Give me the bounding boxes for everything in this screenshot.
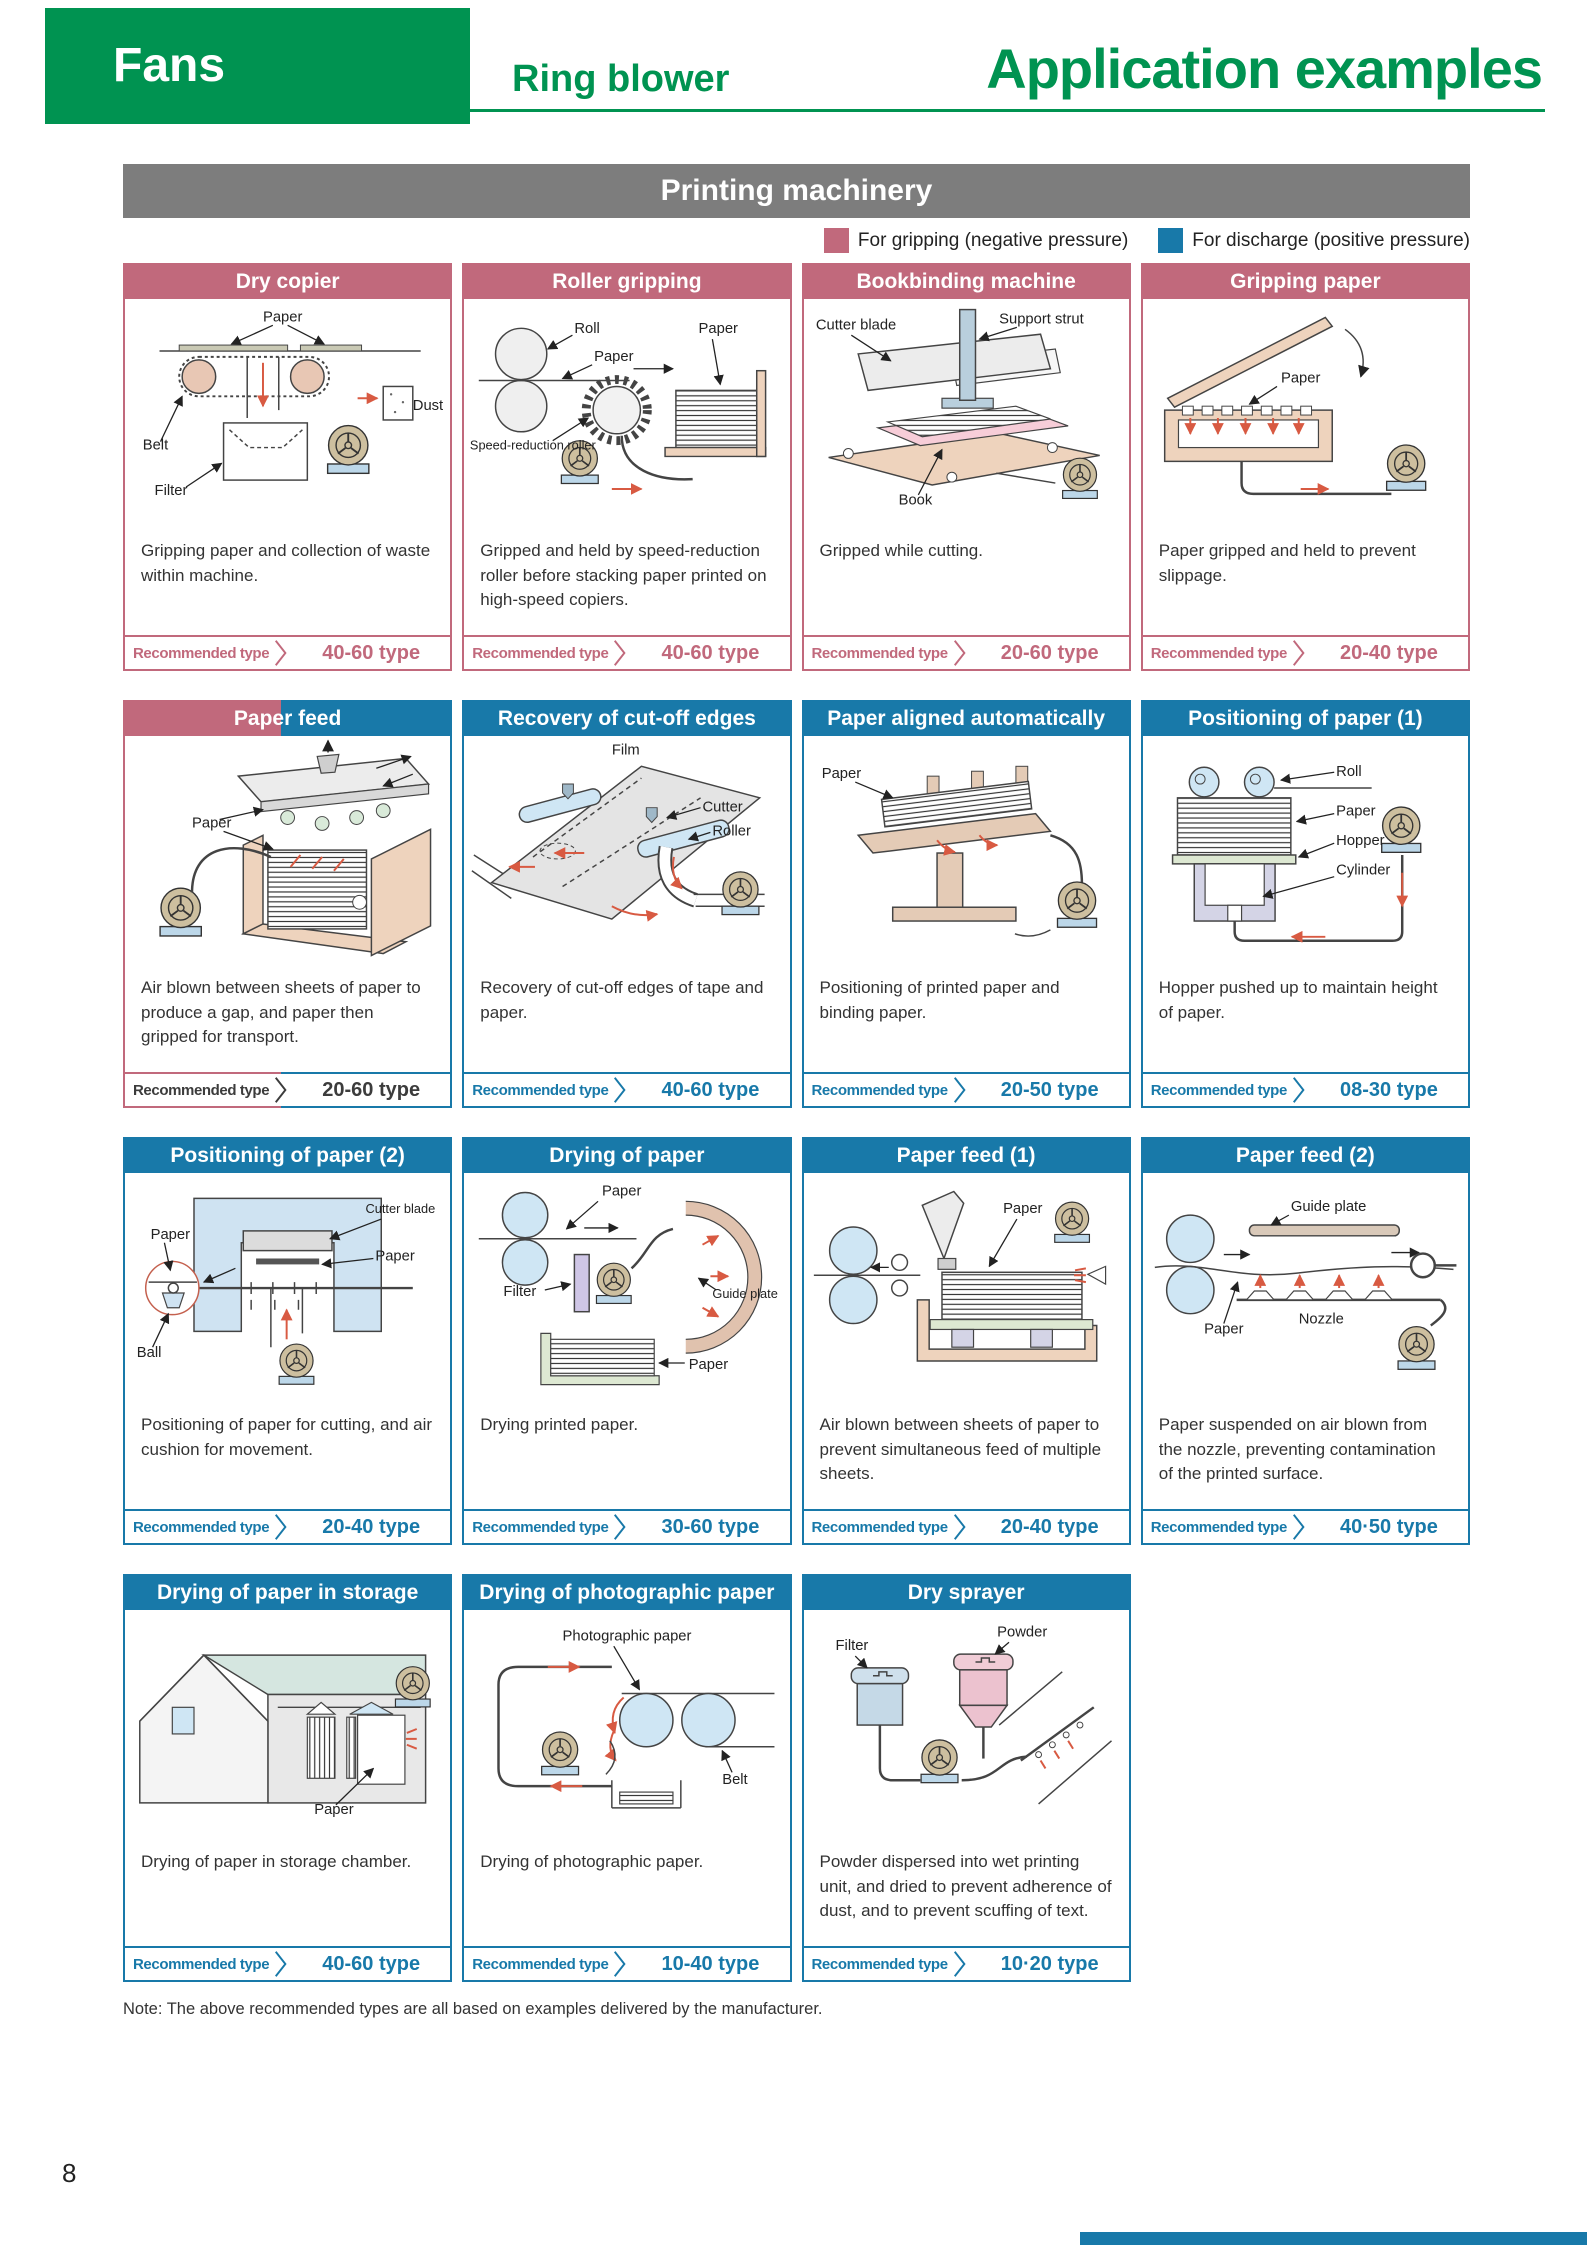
chevron-right-icon	[274, 1513, 288, 1541]
diagram-label: Guide plate	[1290, 1199, 1367, 1216]
blower-icon	[160, 888, 201, 936]
chevron-right-icon	[953, 1950, 967, 1978]
card-title: Paper feed	[125, 702, 450, 736]
recommended-type-row	[125, 1946, 450, 1980]
card-description: Gripped while cutting.	[819, 541, 983, 560]
chevron-right-icon	[274, 1950, 288, 1978]
recommended-type-label: Recommended type	[472, 1081, 609, 1099]
card-roller-gripping	[462, 263, 791, 671]
card-illustration	[804, 736, 1129, 974]
blower-icon	[542, 1732, 579, 1775]
card-gripping-paper	[1141, 263, 1470, 671]
card-title: Dry copier	[125, 265, 450, 299]
chevron-right-icon	[613, 1076, 627, 1104]
recommended-type-value: 40-60 type	[322, 641, 421, 664]
recommended-type-value: 40-60 type	[322, 1952, 421, 1975]
chevron-right-icon	[953, 1513, 967, 1541]
diagram-label: Film	[612, 742, 640, 759]
chevron-right-icon	[613, 1513, 627, 1541]
card-title: Dry sprayer	[804, 1576, 1129, 1610]
blower-icon	[921, 1740, 958, 1783]
card-illustration	[804, 1610, 1129, 1848]
recommended-type-row	[804, 1509, 1129, 1543]
blower-icon	[1054, 1202, 1089, 1242]
card-description: Drying of paper in storage chamber.	[141, 1852, 412, 1871]
recommended-type-value: 20-40 type	[1340, 641, 1438, 664]
diagram-label: Photographic paper	[562, 1628, 692, 1645]
card-title: Drying of photographic paper	[464, 1576, 789, 1610]
diagram-gripping-paper	[1143, 299, 1468, 537]
diagram-label: Paper	[314, 1801, 354, 1818]
recommended-type-row	[1143, 1072, 1468, 1106]
recommended-type-row	[464, 1946, 789, 1980]
recommended-type-label: Recommended type	[1150, 1081, 1287, 1099]
card-description: Positioning of paper for cutting, and air cushion for movement.	[141, 1415, 433, 1459]
card-description: Air blown between sheets of paper to produce a gap, and paper then gripped for transport.	[141, 978, 421, 1047]
card-description: Gripping paper and collection of waste within machine.	[141, 541, 431, 585]
card-paper-aligned-automatically	[802, 700, 1131, 1108]
card-paper-feed-1	[802, 1137, 1131, 1545]
recommended-type-value: 20-60 type	[1000, 641, 1099, 664]
card-description: Powder dispersed into wet printing unit, and dried to prevent adherence of dust, and to prevent scuffing of text.	[819, 1852, 1112, 1921]
diagram-label: Powder	[996, 1624, 1047, 1641]
recommended-type-value: 10·20 type	[1000, 1952, 1099, 1975]
diagram-label: Paper	[698, 321, 739, 338]
blower-icon	[1057, 882, 1096, 927]
recommended-type-label: Recommended type	[133, 644, 270, 662]
diagram-label: Filter	[503, 1283, 537, 1300]
diagram-label: Paper	[1002, 1201, 1042, 1218]
card-illustration	[1143, 299, 1468, 537]
card-title: Bookbinding machine	[804, 265, 1129, 299]
diagram-label: Nozzle	[1298, 1311, 1344, 1328]
recommended-type-label: Recommended type	[472, 644, 609, 662]
page-title: Application examples	[986, 37, 1542, 100]
card-description: Drying of photographic paper.	[480, 1852, 704, 1871]
card-title: Recovery of cut-off edges	[464, 702, 789, 736]
chevron-right-icon	[613, 639, 627, 667]
diagram-drying-storage	[125, 1610, 450, 1848]
diagram-label: Roll	[1335, 764, 1362, 781]
card-illustration	[804, 299, 1129, 537]
blower-icon	[1381, 807, 1420, 852]
card-illustration	[464, 1610, 789, 1848]
blower-icon	[279, 1344, 314, 1384]
diagram-label: Guide plate	[712, 1285, 779, 1301]
card-title: Positioning of paper (1)	[1143, 702, 1468, 736]
blower-icon	[328, 426, 369, 474]
diagram-label: Belt	[142, 437, 169, 454]
diagram-drying-paper	[464, 1173, 789, 1411]
card-recovery-cutoff-edges	[462, 700, 791, 1108]
recommended-type-value: 40-60 type	[661, 641, 760, 664]
diagram-label: Paper	[1335, 803, 1376, 820]
diagram-label: Ball	[136, 1345, 162, 1362]
card-illustration	[464, 299, 789, 537]
blower-icon	[722, 872, 759, 915]
chevron-right-icon	[1292, 639, 1306, 667]
card-illustration	[1143, 1173, 1468, 1411]
diagram-bookbinding	[804, 299, 1129, 537]
diagram-label: Belt	[722, 1772, 748, 1789]
card-dry-sprayer	[802, 1574, 1131, 1982]
diagram-label: Cylinder	[1335, 862, 1391, 879]
card-drying-of-paper	[462, 1137, 791, 1545]
diagram-label: Paper	[821, 766, 861, 783]
card-title: Paper aligned automatically	[804, 702, 1129, 736]
recommended-type-label: Recommended type	[472, 1955, 609, 1973]
card-illustration	[125, 299, 450, 537]
recommended-type-value: 40-60 type	[661, 1078, 760, 1101]
card-description: Positioning of printed paper and binding paper.	[819, 978, 1060, 1022]
recommended-type-label: Recommended type	[133, 1955, 270, 1973]
card-paper-feed	[123, 700, 452, 1108]
chevron-right-icon	[1292, 1513, 1306, 1541]
card-paper-feed-2	[1141, 1137, 1470, 1545]
diagram-label: Hopper	[1335, 833, 1385, 850]
legend-discharge	[1158, 228, 1470, 253]
gripping-color-swatch	[824, 228, 849, 253]
diagram-label: Roll	[574, 321, 601, 338]
card-illustration	[464, 736, 789, 974]
card-positioning-of-paper-2	[123, 1137, 452, 1545]
recommended-type-row	[464, 1072, 789, 1106]
diagram-label: Paper	[594, 348, 634, 365]
chevron-right-icon	[1292, 1076, 1306, 1104]
recommended-type-row	[464, 635, 789, 669]
card-positioning-of-paper-1	[1141, 700, 1470, 1108]
recommended-type-value: 20-40 type	[1000, 1515, 1099, 1538]
recommended-type-row	[125, 1509, 450, 1543]
card-description: Paper gripped and held to prevent slippage.	[1158, 541, 1416, 585]
card-title: Positioning of paper (2)	[125, 1139, 450, 1173]
diagram-paper-feed-2	[1143, 1173, 1468, 1411]
card-title: Paper feed (1)	[804, 1139, 1129, 1173]
recommended-type-value: 40·50 type	[1340, 1515, 1438, 1538]
diagram-roller-gripping	[464, 299, 789, 537]
blower-icon	[1062, 458, 1097, 498]
chevron-right-icon	[953, 639, 967, 667]
card-description: Paper suspended on air blown from the nozzle, preventing contamination of the printed surface.	[1158, 1415, 1436, 1484]
blower-icon	[1386, 445, 1425, 490]
legend-discharge-label: For discharge (positive pressure)	[1192, 229, 1470, 251]
header-rule	[470, 109, 1545, 112]
recommended-type-row	[804, 635, 1129, 669]
diagram-label: Paper	[1280, 370, 1321, 387]
recommended-type-label: Recommended type	[1150, 1518, 1287, 1536]
legend-gripping	[824, 228, 1128, 253]
blower-icon	[1398, 1327, 1435, 1370]
card-illustration	[125, 1173, 450, 1411]
card-title: Drying of paper	[464, 1139, 789, 1173]
chevron-right-icon	[953, 1076, 967, 1104]
recommended-type-row	[125, 635, 450, 669]
recommended-type-row	[1143, 635, 1468, 669]
card-title: Drying of paper in storage	[125, 1576, 450, 1610]
card-dry-copier	[123, 263, 452, 671]
card-title: Paper feed (2)	[1143, 1139, 1468, 1173]
card-illustration	[125, 1610, 450, 1848]
card-drying-paper-in-storage	[123, 1574, 452, 1982]
diagram-label: Filter	[835, 1638, 868, 1655]
recommended-type-value: 30-60 type	[661, 1515, 760, 1538]
diagram-label: Paper	[375, 1248, 415, 1265]
recommended-type-label: Recommended type	[133, 1518, 270, 1536]
diagram-label: Cutter blade	[365, 1201, 436, 1217]
diagram-dry-copier	[125, 299, 450, 537]
recommended-type-row	[464, 1509, 789, 1543]
diagram-label: Book	[898, 492, 932, 509]
card-description: Hopper pushed up to maintain height of paper.	[1158, 978, 1438, 1022]
product-name: Ring blower	[512, 58, 730, 100]
diagram-label: Paper	[688, 1356, 729, 1373]
card-drying-photographic-paper	[462, 1574, 791, 1982]
diagram-label: Dust	[412, 398, 444, 415]
card-description: Gripped and held by speed-reduction roller before stacking paper printed on high-speed copiers.	[480, 541, 767, 610]
application-cards-grid	[123, 263, 1470, 1982]
brand-banner: Fans	[45, 8, 470, 124]
chevron-right-icon	[613, 1950, 627, 1978]
recommended-type-label: Recommended type	[811, 644, 948, 662]
footnote: Note: The above recommended types are all based on examples delivered by the manufacturer.	[123, 2000, 823, 2018]
page-number: 8	[62, 2158, 77, 2188]
diagram-drying-photographic	[464, 1610, 789, 1848]
diagram-label: Cutter blade	[815, 317, 896, 334]
diagram-paper-feed	[125, 736, 450, 974]
card-illustration	[125, 736, 450, 974]
bottom-accent-bar	[1080, 2232, 1587, 2245]
discharge-color-swatch	[1158, 228, 1183, 253]
diagram-label: Paper	[602, 1183, 642, 1200]
recommended-type-value: 10-40 type	[661, 1952, 760, 1975]
card-description: Air blown between sheets of paper to prevent simultaneous feed of multiple sheets.	[819, 1415, 1102, 1484]
diagram-label: Support strut	[998, 311, 1084, 328]
card-illustration	[1143, 736, 1468, 974]
chevron-right-icon	[274, 1076, 288, 1104]
diagram-positioning-1	[1143, 736, 1468, 974]
diagram-label: Paper	[192, 815, 232, 832]
diagram-paper-feed-1	[804, 1173, 1129, 1411]
recommended-type-row	[1143, 1509, 1468, 1543]
blower-icon	[395, 1667, 430, 1707]
card-description: Drying printed paper.	[480, 1415, 639, 1434]
recommended-type-value: 20-40 type	[322, 1515, 421, 1538]
recommended-type-label: Recommended type	[811, 1955, 948, 1973]
section-title: Printing machinery	[123, 164, 1470, 218]
card-illustration	[804, 1173, 1129, 1411]
recommended-type-label: Recommended type	[472, 1518, 609, 1536]
card-description: Recovery of cut-off edges of tape and paper.	[480, 978, 764, 1022]
legend-gripping-label: For gripping (negative pressure)	[857, 229, 1129, 251]
recommended-type-label: Recommended type	[811, 1081, 948, 1099]
recommended-type-value: 20-60 type	[322, 1078, 421, 1101]
recommended-type-value: 08-30 type	[1340, 1078, 1438, 1101]
diagram-label: Roller	[712, 823, 752, 840]
card-bookbinding-machine	[802, 263, 1131, 671]
recommended-type-row	[125, 1072, 450, 1106]
diagram-recovery-cutoff	[464, 736, 789, 974]
diagram-paper-aligned	[804, 736, 1129, 974]
recommended-type-label: Recommended type	[811, 1518, 948, 1536]
blower-icon	[597, 1263, 632, 1303]
recommended-type-row	[804, 1072, 1129, 1106]
recommended-type-label: Recommended type	[1150, 644, 1287, 662]
diagram-label: Cutter	[702, 799, 743, 816]
card-title: Gripping paper	[1143, 265, 1468, 299]
diagram-label: Speed-reduction roller	[470, 437, 597, 453]
diagram-positioning-2	[125, 1173, 450, 1411]
diagram-dry-sprayer	[804, 1610, 1129, 1848]
card-illustration	[464, 1173, 789, 1411]
recommended-type-row	[804, 1946, 1129, 1980]
recommended-type-value: 20-50 type	[1000, 1078, 1099, 1101]
legend	[123, 228, 1470, 253]
diagram-label: Paper	[150, 1226, 191, 1243]
diagram-label: Paper	[262, 309, 303, 326]
diagram-label: Paper	[1203, 1321, 1244, 1338]
chevron-right-icon	[274, 639, 288, 667]
recommended-type-label: Recommended type	[133, 1081, 270, 1099]
card-title: Roller gripping	[464, 265, 789, 299]
diagram-label: Filter	[154, 482, 188, 499]
